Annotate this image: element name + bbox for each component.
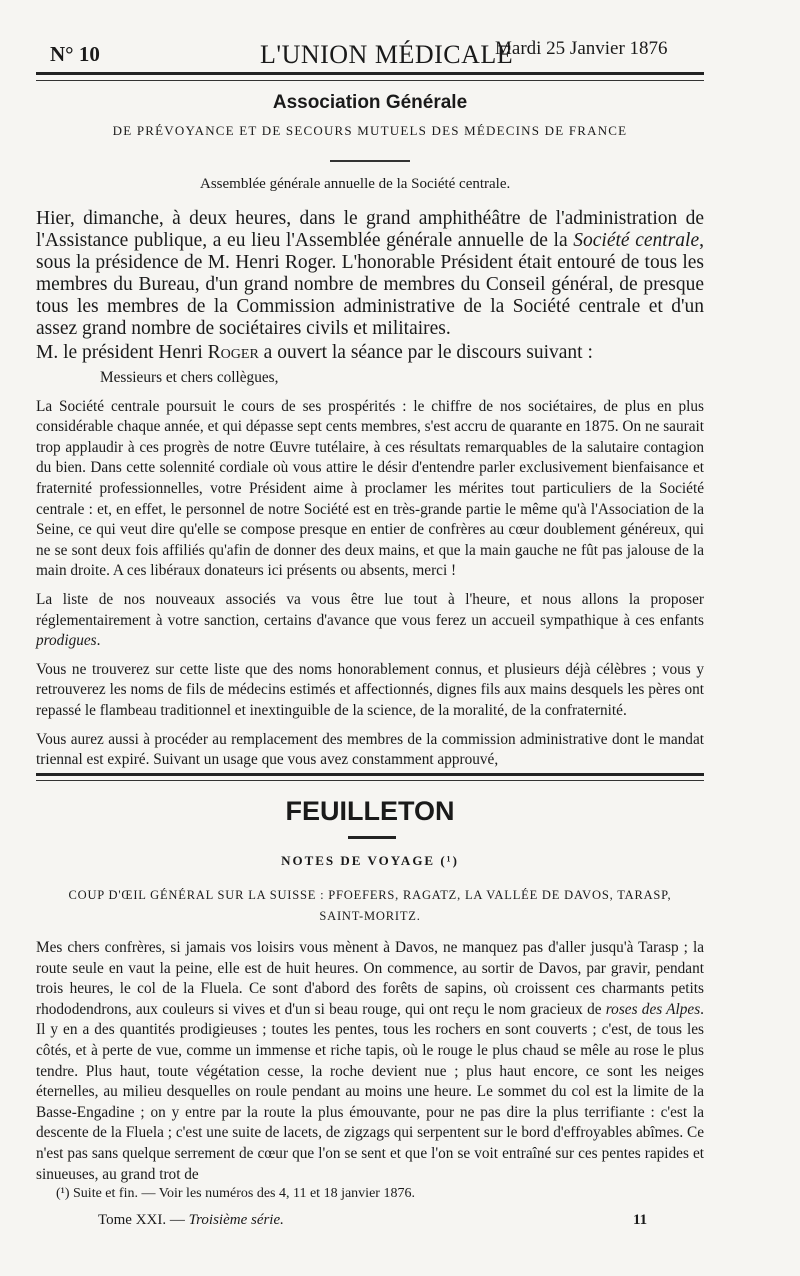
series-text: Troisième série. xyxy=(188,1212,284,1228)
intro-text-a: Hier, dimanche, à deux heures, dans le grand amphithéâtre de l'administration de l'Assistance publique, a eu lieu l'Assemblée générale annuelle de la xyxy=(36,208,704,251)
journal-title: L'UNION MÉDICALE xyxy=(260,40,514,69)
header-rule-thin xyxy=(36,80,704,81)
speech-para-2-italic: prodigues xyxy=(36,632,97,650)
association-subtitle: DE PRÉVOYANCE ET DE SECOURS MUTUELS DES MÉDECINS DE FRANCE xyxy=(112,123,628,138)
feuilleton-divider xyxy=(348,836,396,839)
speech-para-1: La Société centrale poursuit le cours de ses prospérités : le chiffre de nos sociétaires, de plus en plus considérable chaque année, et qui dépasse sept cents membres, s'est accru de quarante en 1875. On ne saurait trop applaudir à ces progrès de notre Œuvre tutélaire, à ces résultats remarquables de la salutaire contagion du bien. Dans cette solennité cordiale où vous attire le désir d'entendre parler exclusivement bienfaisance et fraternité professionnelles, votre Président aime à proclamer les mérites tout particuliers de la Société centrale : et, en effet, le personnel de notre Société est en très-grande partie le même qu'à l'Association de la Seine, ce qui veut dire qu'elle se compose presque en entier de confrères au cœur doublement généreux, qui ne se sont deux fois affiliés qu'afin de donner des deux mains, et que la main gauche ne fût pas jalouse de la main droite. A ces libéraux donateurs ici présents ou absents, merci ! xyxy=(36,397,704,580)
feuilleton-rule-thin xyxy=(36,780,704,781)
feuilleton-text xyxy=(36,938,704,1185)
feuilleton-text-a: Mes chers confrères, si jamais vos loisirs vous mènent à Davos, ne manquez pas d'aller jusqu'à Tarasp ; la route seule en vaut la peine, elle est de huit heures. On commence, au sortir de Davos, par gravir, pendant trois heures, le col de la Fluela. Ce sont d'abord des forêts de sapins, où croissent ces charmants petits rhododendrons, aux couleurs si vives et d'un si beau rouge, qui ont reçu le nom gracieux de xyxy=(36,939,704,1018)
intro-italic: Société centrale xyxy=(573,230,700,251)
issue-number: N° 10 xyxy=(50,42,100,66)
speech-salutation: Messieurs et chers collègues, xyxy=(100,369,279,386)
tome-text: Tome XXI. — xyxy=(98,1212,189,1228)
speech-para-3: Vous ne trouverez sur cette liste que des noms honorablement connus, et plusieurs déjà célèbres ; vous y retrouverez les noms de fils de médecins estimés et affectionnés, dignes fils aux mains desquels les pères ont repassé le flambeau traditionnel et inextinguible de la science, de la moralité, de la confraternité. xyxy=(36,660,704,719)
page-number: 11 xyxy=(633,1212,648,1228)
speech-para-4: Vous aurez aussi à procéder au remplacement des membres de la commission administrative dont le mandat triennal est expiré. Suivant un usage que vous avez constamment approuvé, xyxy=(36,730,704,769)
speech-para-2-a: La liste de nos nouveaux associés va vous être lue tout à l'heure, et nous allons la proposer réglementairement à votre sanction, certains d'avance que vous ferez un accueil sympathique à ces enfants xyxy=(36,590,704,629)
header-rule xyxy=(36,72,704,75)
page-header xyxy=(40,30,740,70)
association-title: Association Générale xyxy=(272,92,468,113)
intro-p2-a: M. le président Henri xyxy=(36,342,208,363)
feuilleton-title: FEUILLETON xyxy=(285,796,455,826)
feuilleton-italic: roses des Alpes xyxy=(605,1000,701,1018)
travel-subheading: COUP D'ŒIL GÉNÉRAL SUR LA SUISSE : PFOEFERS, RAGATZ, LA VALLÉE DE DAVOS, TARASP, SAINT-MORITZ. xyxy=(68,888,672,923)
volume-label xyxy=(98,1212,284,1229)
intro-paragraph xyxy=(36,208,704,364)
feuilleton-text-b: . Il y en a des quantités prodigieuses ; toutes les pentes, tous les rochers en sont couverts ; c'est, de tous les côtés, et à perte de vue, comme un immense et riche tapis, où le rouge le plus chaud se mêle au rose le plus tendre. Plus haut, toute végétation cesse, la roche devient nue ; plus haut encore, ce sont les neiges éternelles, au milieu desquelles on roule pendant au moins une heure. Le sommet du col est la limite de la Basse-Engadine ; on y entre par la route la plus émouvante, pour ne pas dire la plus terrifiante : c'est la descente de la Fluela ; c'est une suite de lacets, de zigzags qui serpentent sur le bord d'effroyables abîmes. Ce n'est pas sans quelque serrement de cœur que l'on se sent et que l'on se voit entraîné sur ces pentes rapides et sinueuses, au grand trot de xyxy=(36,1000,704,1183)
speech-block xyxy=(36,368,704,771)
section-divider xyxy=(330,160,410,162)
assembly-heading: Assemblée générale annuelle de la Société centrale. xyxy=(200,176,511,192)
footnote: (¹) Suite et fin. — Voir les numéros des 4, 11 et 18 janvier 1876. xyxy=(56,1186,415,1201)
speech-para-2-b: . xyxy=(96,632,101,650)
speech-para-2 xyxy=(36,590,704,652)
intro-p2-b: a ouvert la séance par le discours suivant : xyxy=(258,342,593,363)
intro-text-b: , sous la présidence de M. Henri Roger. L'honorable Président était entouré de tous les membres du Bureau, d'un grand nombre de membres du Conseil général, de presque tous les membres de la Commission administrative de la Société centrale et d'un assez grand nombre de sociétaires civils et militaires. xyxy=(36,230,704,339)
feuilleton-rule xyxy=(36,773,704,776)
intro-p2-name: Roger xyxy=(207,342,259,363)
issue-date: Mardi 25 Janvier 1876 xyxy=(495,38,668,59)
notes-heading: NOTES DE VOYAGE (¹) xyxy=(281,853,459,868)
